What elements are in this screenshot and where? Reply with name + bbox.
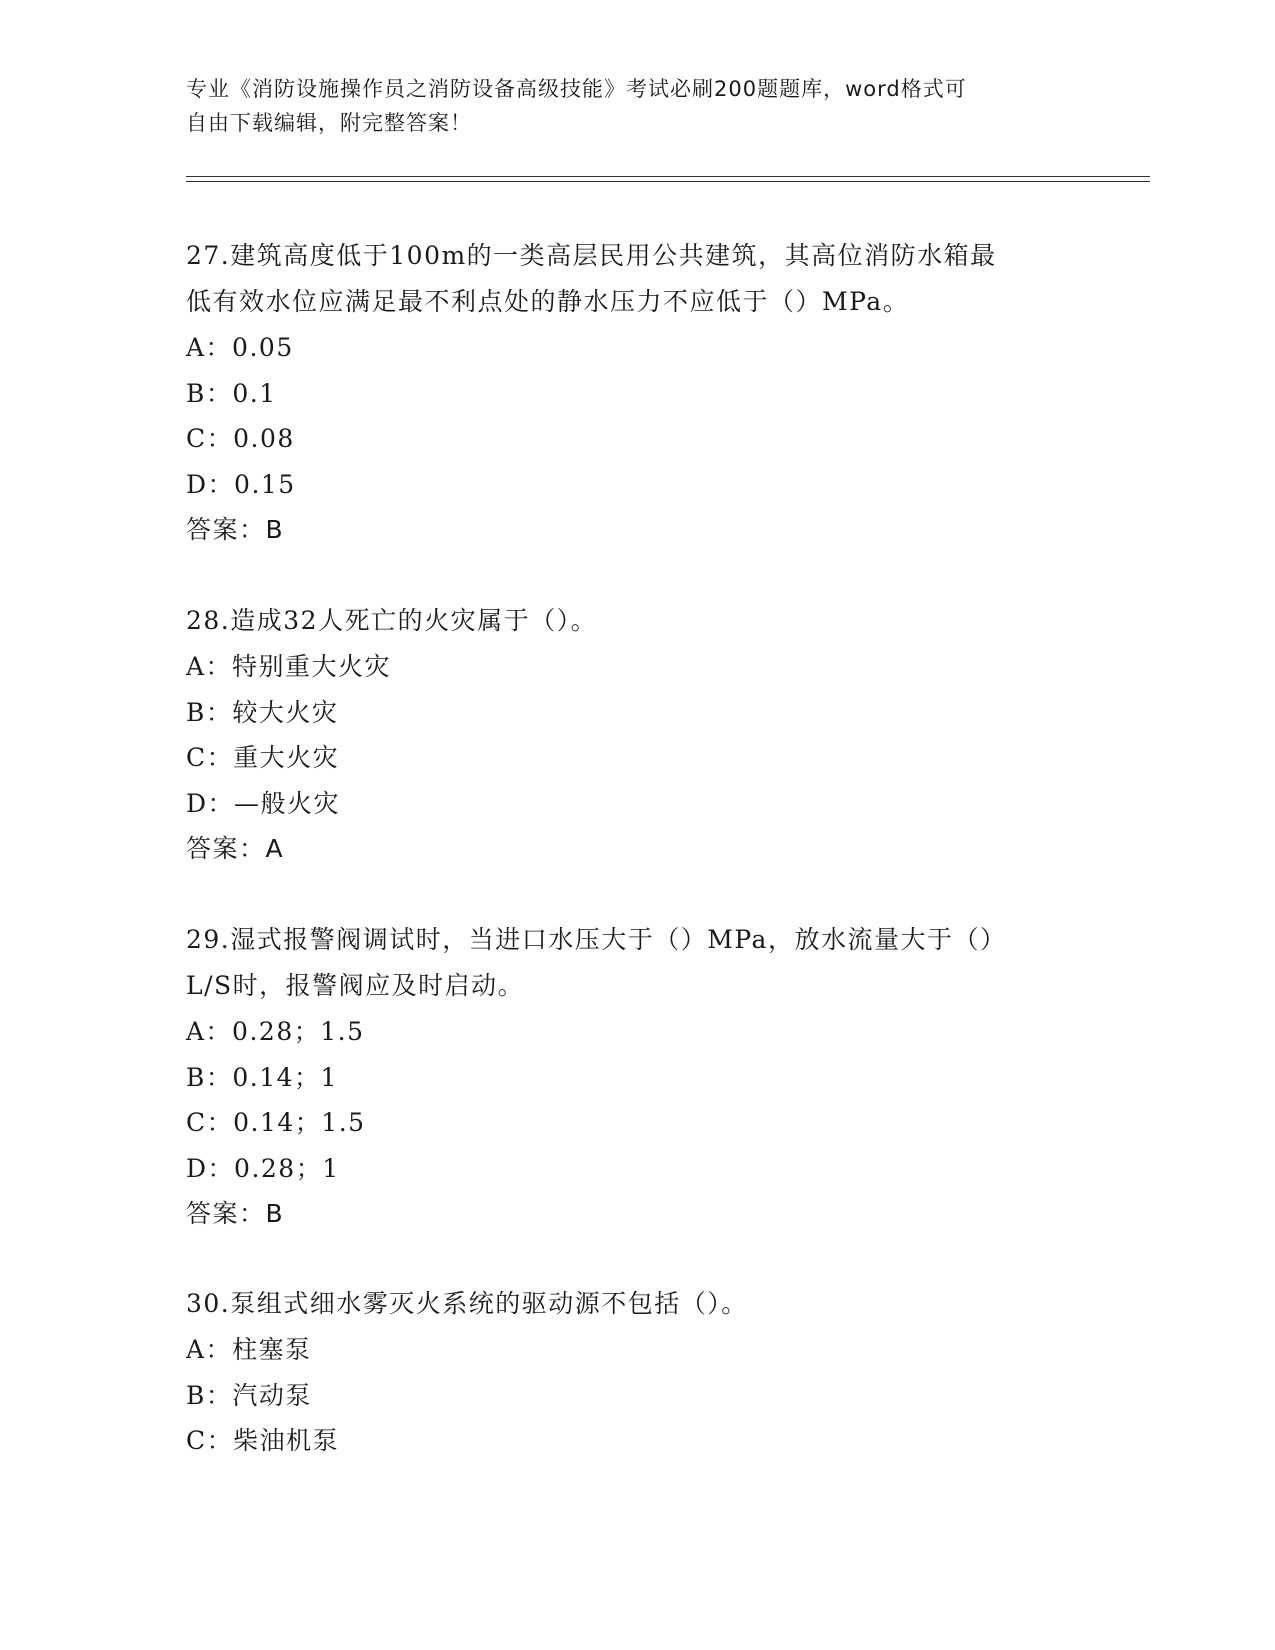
option-b: B：汽动泵 [186, 1380, 312, 1410]
option-c: C：0.08 [186, 424, 295, 453]
option-d: D：0.28；1 [186, 1153, 340, 1183]
header-divider-bottom [186, 181, 1150, 182]
question-stem-line: 28.造成32人死亡的火灾属于（）。 [186, 606, 598, 635]
option-b: B：较大火灾 [186, 697, 339, 727]
question-stem [186, 1281, 1086, 1327]
question-28 [186, 598, 1086, 872]
option-a: A：0.28；1.5 [186, 1017, 365, 1046]
question-stem [186, 233, 1086, 325]
answer: 答案：A [186, 834, 285, 863]
option-c: C：柴油机泵 [186, 1426, 340, 1455]
question-stem-line: 27.建筑高度低于100m的一类高层民用公共建筑，其高位消防水箱最 [186, 241, 997, 270]
question-stem-line: 29.湿式报警阀调试时，当进口水压大于（）MPa，放水流量大于（） [186, 925, 1007, 954]
header-line-1: 专业《消防设施操作员之消防设备高级技能》考试必刷200题题库，word格式可 [186, 77, 967, 101]
question-stem [186, 598, 1086, 644]
option-a: A：柱塞泵 [186, 1335, 312, 1364]
answer: 答案：B [186, 1199, 285, 1228]
question-stem [186, 917, 1086, 1009]
option-d: D：0.15 [186, 469, 296, 499]
question-stem-line: 低有效水位应满足最不利点处的静水压力不应低于（）MPa。 [186, 287, 910, 316]
question-stem-line: 30.泵组式细水雾灭火系统的驱动源不包括（）。 [186, 1289, 748, 1318]
header-divider-top [186, 176, 1150, 177]
option-a: A：特别重大火灾 [186, 652, 392, 681]
option-b: B：0.1 [186, 378, 277, 408]
question-stem-line: L/S时，报警阀应及时启动。 [186, 971, 525, 1000]
option-a: A：0.05 [186, 333, 294, 362]
question-27 [186, 233, 1086, 553]
option-c: C：0.14；1.5 [186, 1108, 366, 1137]
question-30 [186, 1281, 1086, 1464]
header-line-2: 自由下载编辑，附完整答案！ [186, 111, 472, 135]
option-c: C：重大火灾 [186, 743, 340, 772]
answer: 答案：B [186, 515, 285, 544]
option-b: B：0.14；1 [186, 1062, 338, 1092]
question-29 [186, 917, 1086, 1237]
document-header [186, 72, 1086, 140]
option-d: D：—般火灾 [186, 788, 341, 818]
